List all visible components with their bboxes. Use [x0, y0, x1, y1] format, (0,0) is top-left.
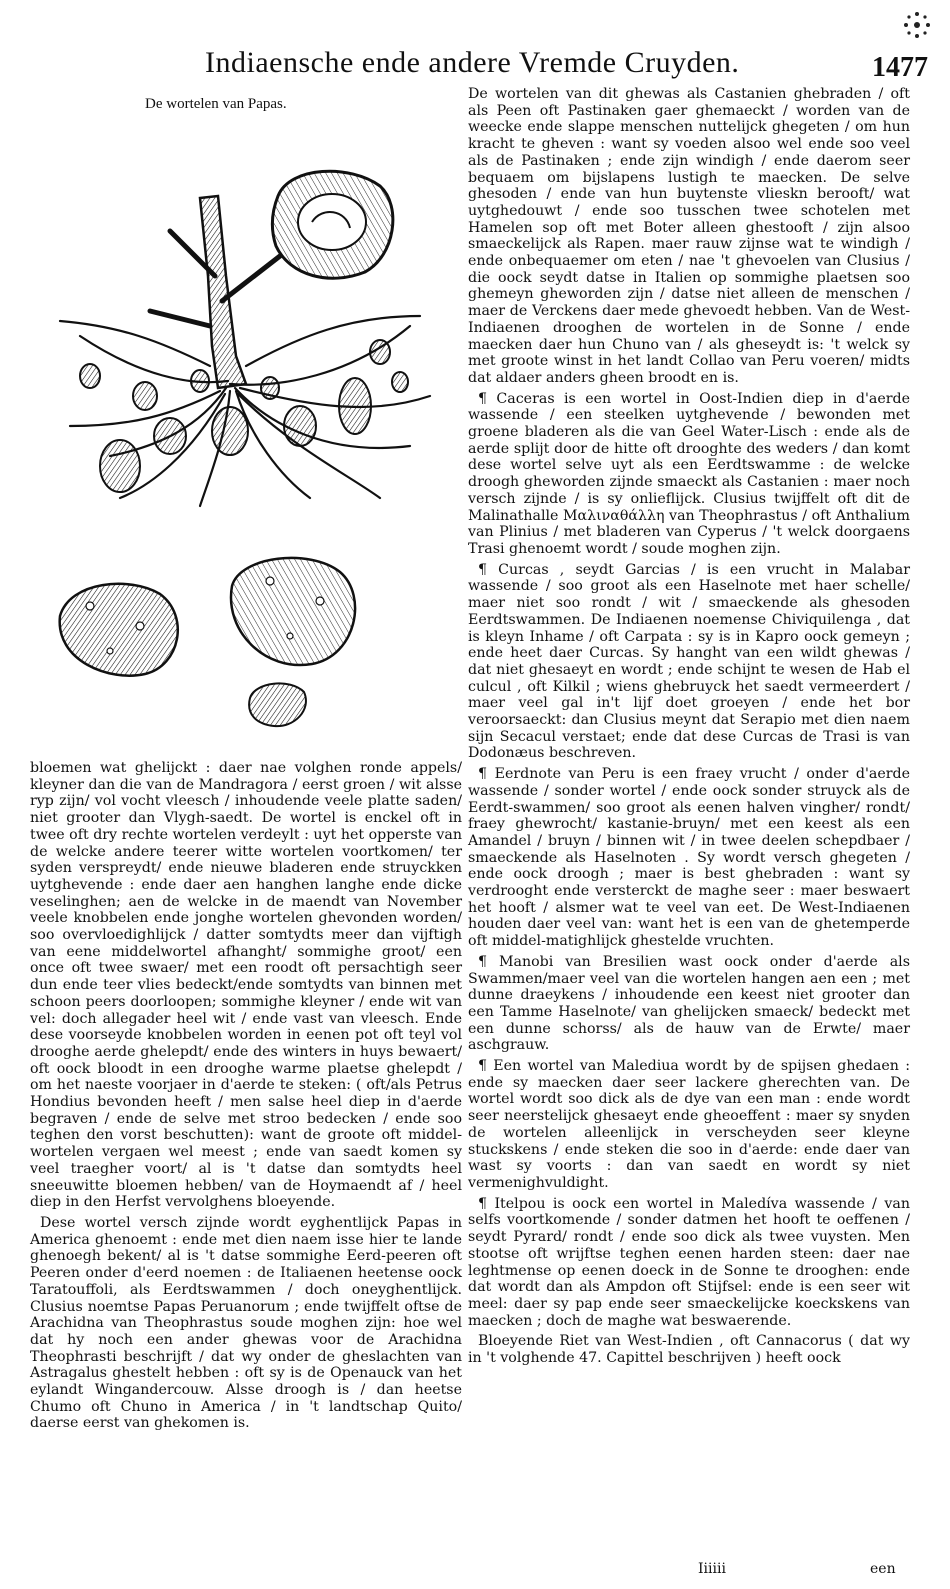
tuber-small-9 [261, 377, 279, 399]
tuber-small-6 [133, 382, 157, 410]
tuber-large-left [60, 584, 178, 676]
right-text-column [468, 86, 910, 1371]
figure-caption: De wortelen van Papas. [145, 96, 287, 112]
paragraph-eerdnote: ¶ Eerdnote van Peru is een fraey vrucht / onder d'aerde wassende / sonder wortel / ende oock sonder struyck als de Eerdt-swammen/ soo groot als eenen halven vingher/ rondt/ fraey ghewrocht/ kastanie-bruyn/ met een keest als een Amandel / bruyn / binnen wit / in twee deelen schepdbaer / smaeckende als Haselnoten . Sy wordt versch ghegeten / ende oock droogh ; maer is best ghebraden : want sy verdrooght ende versterckt de maghe seer : maer beswaert het hooft / alsmer wat te veel van eet. De West-Indiaenen houden daer veel van: want het is een van de ghetemperde oft middel-matighlijck ghestelde vruchten. [468, 766, 910, 950]
signature-mark: Iiiiii [698, 1561, 726, 1577]
tuber-small-8 [80, 364, 100, 388]
paragraph-papas-names: Dese wortel versch zijnde wordt eyghentlijck Papas in America ghenoemt : ende met dien naem isse hier te lande ghenoegh bekent/ al is 't datse sommighe Eerd-peeren oft Peeren onder d'eerd noemen : de Italiaenen heetense oock Taratouffoli, als Eerdtswammen / doch oneyghentlijck. Clusius noemtse Papas Peruanorum ; ende twijffelt oftse de Arachidna van Theophrastus soude moghen zijn: hoe wel dat hy noch een ander ghewas voor de Arachidna Theophrasti beschrijft / dat wy onder de gheslachten van Astragalus ghestelt hebben : oft sy is de Openauck van het eylandt Wingandercouw. Alsse droogh is / dan heetse Chumo oft Chuno in America / in 't landtschap Quito/ daerse eerst van ghekomen is. [30, 1214, 462, 1432]
paragraph-papas-description: bloemen wat ghelijckt : daer nae volghen ronde appels/ kleyner dan die van de Mandragora / eerst groen / wit alsse ryp zijn/ vol vocht vleesch / inhoudende veele platte saden/ niet grooter dan Vlygh-saedt. De wortel is enckel oft in twee oft dry rechte wortelen verdeylt : uyt het opperste van de welcke andere teerer witte wortelen voortkomen/ ter syden verspreydt/ ende nieuwe bladeren ende struyckken uytghevende : ende daer aen hanghen langhe ende dicke veselinghen; aen de welcke in de maendt van November veele knobbelen ende jonghe wortelen ghevonden worden/ soo overvloedighlijck / datter somtydts meer dan vijftigh van eene middelwortel afhanght/ sommighe groot/ een once oft twee swaer/ met een roodt oft persachtigh seer dun ende teer vlies bedeckt/ende somtydts van binnen met schoon peers doorloopen; sommighe kleyner / ende wit van vel: doch allegader heel wit / ende vast van vleesch. Ende dese voorseyde knobbelen worden in eenen pot oft teyl vol drooghe aerde ghelepdt/ ende des winters in huys bewaert/ oft oock bloodt in een drooghe warme plaetse ghelepdt / om het naeste voorjaer in d'aerde te steken: ( oft/als Petrus Hondius bevonden heeft / men salse heel diep in d'aerde begraven / ende de selve met stroo bedecken / ende soo teghen den vorst beschutten): want de groote oft middel-wortelen vergaen wel meest ; ende van saedt komen sy veel traegher voort/ al is 't datse dan somtydts heel sneeuwitte bloemen hebben/ van de Hoymaendt af / heel diep in den Herfst vervolghens bloeyende. [30, 760, 462, 1211]
tuber-small-7 [370, 340, 390, 364]
tuber-small-2 [154, 418, 186, 454]
papas-roots-woodcut [50, 126, 440, 756]
paragraph-cannacorus: Bloeyende Riet van West-Indien , oft Cannacorus ( dat wy in 't volghende 47. Capittel beschrijven ) heeft oock [468, 1333, 910, 1367]
stem-illustration [200, 196, 246, 388]
page-number: 1477 [872, 52, 928, 83]
catchword: een [870, 1561, 896, 1577]
tuber-small-4 [284, 406, 316, 446]
corner-ornament-icon [900, 8, 934, 42]
paragraph-caceras: ¶ Caceras is een wortel in Oost-Indien diep in d'aerde wassende / een steelken uytghevende / bewonden met groene bladeren als die van Geel Water-Lisch : ende als de aerde splijt door de hitte oft drooghte des weders / dan komt dese wortel selve uyt als een Eerdtswamme : de welcke droogh gheworden zijnde smaeckt als Castanien : maer noch versch zijnde / is sy onlieflijck. Clusius twijffelt oft dit de Malinathalle Μαλιναθάλλη van Theophrastus / oft Anthalium van Plinius / met bladeren van Cyperus / 't welck doorgaens Trasi ghenoemt wordt / soude moghen zijn. [468, 390, 910, 557]
paragraph-manobi: ¶ Manobi van Bresilien wast oock onder d'aerde als Swammen/maer veel van die wortelen hangen aen een ; met dunne draeykens / inhoudende een keest niet grooter dan een Tamme Haselnote/ van ghelijcken smaeck/ bedeckt met een dunne schorss/ als de hauw van de Erwte/ maer aschgrauw. [468, 953, 910, 1054]
tuber-small-bottom [249, 683, 306, 726]
paragraph-papas-uses: De wortelen van dit ghewas als Castanien ghebraden / oft als Peen oft Pastinaken gaer ghemaeckt / worden van de weecke ende slappe menschen nuttelijck ghegeten / om hun kracht te gheven : want sy voeden alsoo wel ende soo veel als de Pastinaken ; ende zijn windigh / ende daerom seer bequaem om bijslapens lustigh te maecken. De selve ghesoden / ende van hun buytenste vlieskn berooft/ wat uytghedouwt / ende soo tusschen twee schotelen met Hamelen sop oft met Boter alleen ghestooft / zijn alsoo smaeckelijck als Rapen. maer rauw zijnse wat te windigh / ende onbequaemer om eten / nae 't ghevoelen van Clusius / die oock seydt datse in Italien op sommighe plaetsen soo ghemeyn gheworden zijn / datse niet alleen de menschen / maer de Verckens daer mede ghevoedt hebben. Van de West-Indiaenen drooghen de wortelen in de Sonne / ende maecken daer hun Chuno van / als gheseydt is: 't welck sy met groote winst in het landt Collao van Peru voeren/ midts dat aldaer anders gheen broodt en is. [468, 86, 910, 386]
tuber-small-1 [100, 440, 140, 492]
tuber-small-3 [212, 407, 248, 455]
tuber-small-11 [392, 372, 408, 392]
running-head-title: Indiaensche ende andere Vremde Cruyden. [205, 46, 740, 79]
paragraph-itelpou: ¶ Itelpou is oock een wortel in Maledíva wassende / van selfs voortkomende / sonder datmen het hooft te oeffenen / seydt Pyrard/ rondt / ende soo dick als twee vuysten. Men stootse oft wrijftse teghen eenen harden steen: daer nae leghtmense op eenen doeck in de Sonne te drooghen: ende dat wordt dan als Ampdon oft Stijfsel: ende is een seer wit meel: daer sy pap ende seer smaeckelijcke koeckskens van maecken ; doch de maghe wat beswaerende. [468, 1195, 910, 1329]
paragraph-curcas: ¶ Curcas , seydt Garcias / is een vrucht in Malabar wassende / soo groot als een Haselnote met haer schelle/ maer niet soo rondt / wit / smaeckende als ghesoden Eerdtswammen. De Indiaenen noemense Chiviquilenga , dat is kleyn Inhame / oft Carpata : sy is in Kapro oock gemeyn ; ende heet daer Curcas. Sy hanght van een wildt ghewas / dat niet ghesaeyt en wordt ; ende schijnt te wesen de Hab el culcul , oft Kilkil ; wiens ghebruyck het saedt vermeerdert / maer veel gal in't lijf doet groeyen / ende het bor veroorsaeckt: dan Clusius meynt dat Serapio met dien naem sijn Secacul verstaet; ende dat dese Curcas de Trasi is van Dodonæus beschreven. [468, 561, 910, 762]
tuber-small-5 [339, 378, 371, 434]
left-text-column [30, 760, 462, 1436]
tuber-small-10 [191, 370, 209, 392]
paragraph-malediua-root: ¶ Een wortel van Malediua wordt by de spijsen ghedaen : ende sy maecken daer seer lackere gherechten van. De wortel wordt soo dick als de dye van een man : ende wordt seer neerstelijck ghesaeyt ende gheoeffent : maer sy snyden de wortelen alleenlijck in verscheyden seer kleyne stuckskens / ende steken die soo in d'aerde: ende daer van wast sy voorts : dan van saedt en wordt sy niet vermenighvuldight. [468, 1058, 910, 1191]
tuber-large-right [231, 558, 355, 665]
